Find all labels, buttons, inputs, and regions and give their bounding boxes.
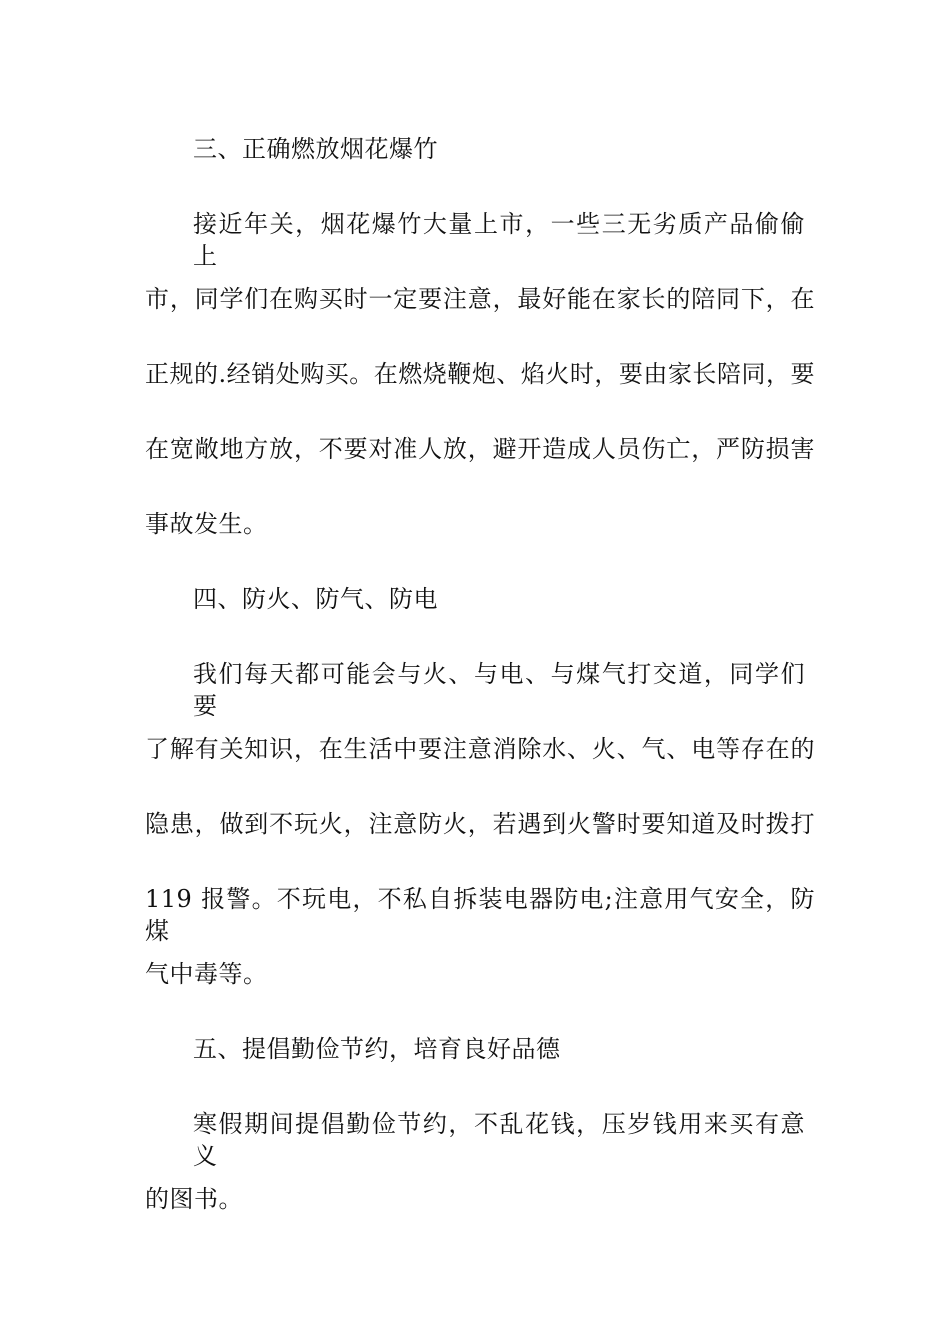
paragraph-line: 了解有关知识，在生活中要注意消除水、火、气、电等存在的 bbox=[145, 735, 815, 763]
paragraph-line: 我们每天都可能会与火、与电、与煤气打交道，同学们要 bbox=[193, 660, 805, 720]
paragraph-line: 在宽敞地方放，不要对准人放，避开造成人员伤亡，严防损害 bbox=[145, 435, 815, 463]
paragraph-line: 接近年关，烟花爆竹大量上市，一些三无劣质产品偷偷上 bbox=[193, 210, 805, 270]
paragraph-line: 市，同学们在购买时一定要注意，最好能在家长的陪同下，在 bbox=[145, 285, 815, 313]
paragraph-line: 寒假期间提倡勤俭节约，不乱花钱，压岁钱用来买有意义 bbox=[193, 1110, 805, 1170]
paragraph-line: 的图书。 bbox=[145, 1185, 243, 1213]
section-heading-fireworks: 三、正确燃放烟花爆竹 bbox=[193, 135, 438, 163]
paragraph-line: 正规的.经销处购买。在燃烧鞭炮、焰火时，要由家长陪同，要 bbox=[145, 360, 815, 388]
paragraph-line: 事故发生。 bbox=[145, 510, 268, 538]
section-heading-thrift: 五、提倡勤俭节约，培育良好品德 bbox=[193, 1035, 561, 1063]
paragraph-line: 气中毒等。 bbox=[145, 960, 268, 988]
section-heading-safety: 四、防火、防气、防电 bbox=[193, 585, 438, 613]
paragraph-line: 119 报警。不玩电，不私自拆装电器防电;注意用气安全，防煤 bbox=[145, 885, 815, 945]
paragraph-line: 隐患，做到不玩火，注意防火，若遇到火警时要知道及时拨打 bbox=[145, 810, 815, 838]
